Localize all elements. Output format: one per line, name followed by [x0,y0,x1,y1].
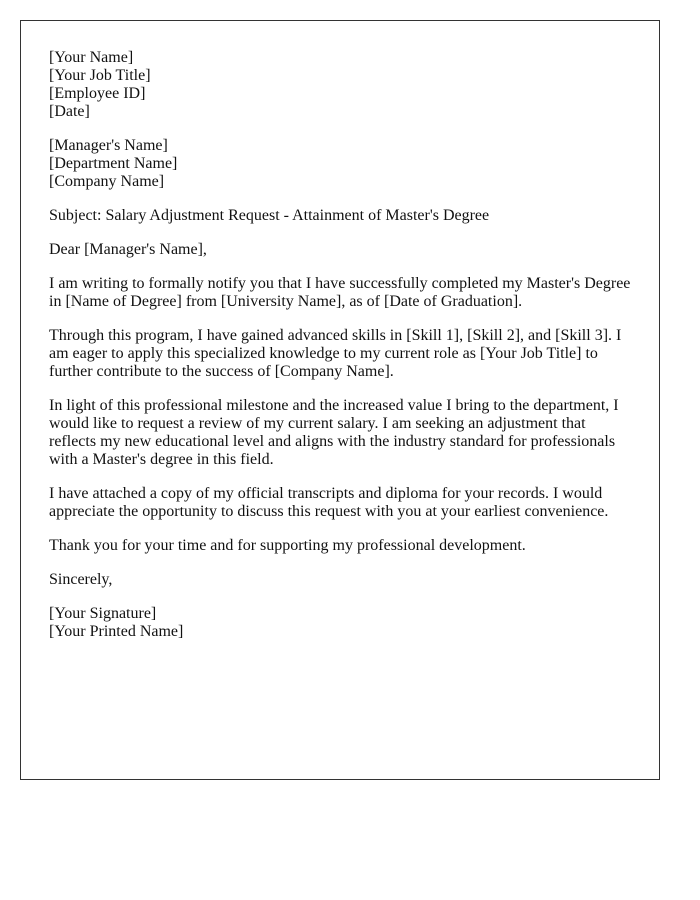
signature: [Your Signature] [49,605,157,622]
paragraph-line: am eager to apply this specialized knowledge to my current role as [Your Job Title] to [49,345,598,362]
salutation: Dear [Manager's Name], [49,241,207,258]
recipient-block [49,137,631,191]
signature-block [49,605,631,641]
paragraph-line: In light of this professional milestone and the increased value I bring to the department, I [49,397,619,414]
paragraph-line: further contribute to the success of [Company Name]. [49,363,394,380]
body-paragraph-4 [49,485,631,521]
sender-job-title: [Your Job Title] [49,67,151,84]
sender-block [49,49,631,121]
sender-name: [Your Name] [49,49,134,66]
sender-date: [Date] [49,103,90,120]
paragraph-line: reflects my new educational level and aligns with the industry standard for professionals [49,433,616,450]
body-paragraph-5 [49,537,631,555]
paragraph-line: would like to request a review of my current salary. I am seeking an adjustment that [49,415,586,432]
paragraph-line: I am writing to formally notify you that I have successfully completed my Master's Degree [49,275,631,292]
recipient-company: [Company Name] [49,173,165,190]
closing: Sincerely, [49,571,113,588]
paragraph-line: in [Name of Degree] from [University Name], as of [Date of Graduation]. [49,293,523,310]
body-paragraph-1 [49,275,631,311]
recipient-department: [Department Name] [49,155,178,172]
body-paragraph-2 [49,327,631,381]
printed-name: [Your Printed Name] [49,623,184,640]
sender-employee-id: [Employee ID] [49,85,146,102]
paragraph-line: appreciate the opportunity to discuss this request with you at your earliest convenience. [49,503,609,520]
paragraph-line: Through this program, I have gained advanced skills in [Skill 1], [Skill 2], and [Skill 3]. I [49,327,622,344]
subject-line: Subject: Salary Adjustment Request - Attainment of Master's Degree [49,207,490,224]
body-paragraph-3 [49,397,631,469]
recipient-manager-name: [Manager's Name] [49,137,168,154]
paragraph-line: I have attached a copy of my official transcripts and diploma for your records. I would [49,485,603,502]
letter-document [20,20,660,780]
paragraph-line: with a Master's degree in this field. [49,451,274,468]
paragraph-line: Thank you for your time and for supporting my professional development. [49,537,526,554]
